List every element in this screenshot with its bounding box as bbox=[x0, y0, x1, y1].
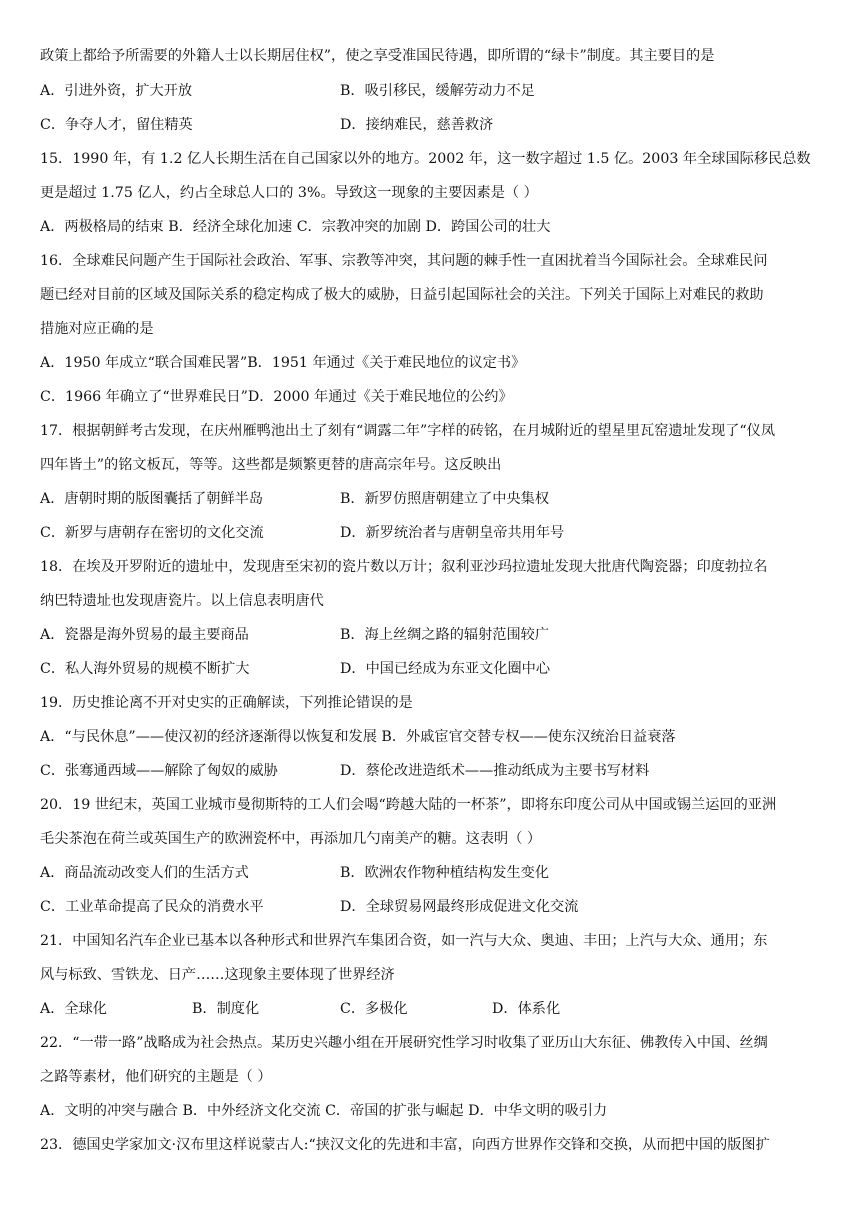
option-c: C．多极化 bbox=[340, 1001, 408, 1017]
option-c: C．工业革命提高了民众的消费水平 bbox=[40, 899, 264, 915]
question-18-stem: 18．在埃及开罗附近的遗址中，发现唐至宋初的瓷片数以万计；叙利亚沙玛拉遗址发现大批唐代陶瓷器；印度勃拉名 bbox=[40, 559, 768, 575]
question-19-stem: 19．历史推论离不开对史实的正确解读，下列推论错误的是 bbox=[40, 695, 413, 711]
option-c: C．争夺人才，留住精英 bbox=[40, 117, 193, 133]
option-a: A．全球化 bbox=[40, 1001, 107, 1017]
option-a: A．唐朝时期的版图囊括了朝鲜半岛 bbox=[40, 491, 264, 507]
text-line: 之路等素材，他们研究的主题是（ ） bbox=[40, 1069, 272, 1085]
text-line: 政策上都给予所需要的外籍人士以长期居住权”，使之享受准国民待遇，即所谓的“绿卡”制度。其主要目的是 bbox=[40, 48, 715, 64]
question-16-stem: 16．全球难民问题产生于国际社会政治、军事、宗教等冲突，其问题的棘手性一直困扰着当今国际社会。全球难民问 bbox=[40, 253, 768, 269]
option-c: C．新罗与唐朝存在密切的文化交流 bbox=[40, 525, 264, 541]
text-line: 措施对应正确的是 bbox=[40, 321, 154, 337]
option-d: D．全球贸易网最终形成促进文化交流 bbox=[340, 899, 579, 915]
option-d: D．接纳难民，慈善救济 bbox=[340, 117, 494, 133]
question-17-stem: 17．根据朝鲜考古发现，在庆州雁鸭池出土了刻有“调露二年”字样的砖铭，在月城附近的望星里瓦窑遗址发现了“仪凤 bbox=[40, 423, 776, 439]
option-d: D．中国已经成为东亚文化圈中心 bbox=[340, 661, 551, 677]
question-21-stem: 21．中国知名汽车企业已基本以各种形式和世界汽车集团合资，如一汽与大众、奥迪、丰田；上汽与大众、通用；东 bbox=[40, 933, 768, 949]
option-d: D．蔡伦改进造纸术——推动纸成为主要书写材料 bbox=[340, 763, 650, 779]
option-c: C．私人海外贸易的规模不断扩大 bbox=[40, 661, 250, 677]
question-22-stem: 22．“一带一路”战略成为社会热点。某历史兴趣小组在开展研究性学习时收集了亚历山大东征、佛教传入中国、丝绸 bbox=[40, 1035, 768, 1051]
option-b: B．欧洲农作物种植结构发生变化 bbox=[340, 865, 550, 881]
text-line: 毛尖茶泡在荷兰或英国生产的欧洲瓷杯中，再添加几勺南美产的糖。这表明（ ） bbox=[40, 831, 542, 847]
option-d: D．体系化 bbox=[492, 1001, 561, 1017]
question-19-options-ab: A．“与民休息”——使汉初的经济逐渐得以恢复和发展 B．外戚宦官交替专权——使东汉统治日益衰落 bbox=[40, 729, 676, 745]
text-line: 纳巴特遗址也发现唐瓷片。以上信息表明唐代 bbox=[40, 593, 324, 609]
question-15-options: A．两极格局的结束 B．经济全球化加速 C．宗教冲突的加剧 D．跨国公司的壮大 bbox=[40, 219, 551, 235]
question-15-stem: 15．1990 年，有 1.2 亿人长期生活在自己国家以外的地方。2002 年，这一数字超过 1.5 亿。2003 年全球国际移民总数 bbox=[40, 151, 811, 167]
option-a: A．引进外资，扩大开放 bbox=[40, 83, 193, 99]
option-b: B．制度化 bbox=[192, 1001, 260, 1017]
question-20-stem: 20．19 世纪末，英国工业城市曼彻斯特的工人们会喝“跨越大陆的一杯茶”，即将东印度公司从中国或锡兰运回的亚洲 bbox=[40, 797, 777, 813]
option-c: C．张骞通西域——解除了匈奴的威胁 bbox=[40, 763, 278, 779]
question-16-options-ab: A．1950 年成立“联合国难民署”B．1951 年通过《关于难民地位的议定书》 bbox=[40, 355, 526, 371]
text-line: 四年皆土”的铭文板瓦，等等。这些都是频繁更替的唐高宗年号。这反映出 bbox=[40, 457, 502, 473]
option-b: B．海上丝绸之路的辐射范围较广 bbox=[340, 627, 550, 643]
text-line: 更是超过 1.75 亿人，约占全球总人口的 3%。导致这一现象的主要因素是（ ） bbox=[40, 185, 538, 201]
option-b: B．新罗仿照唐朝建立了中央集权 bbox=[340, 491, 550, 507]
question-22-options: A．文明的冲突与融合 B．中外经济文化交流 C．帝国的扩张与崛起 D．中华文明的吸引力 bbox=[40, 1103, 608, 1119]
text-line: 题已经对目前的区域及国际关系的稳定构成了极大的威胁，日益引起国际社会的关注。下列关于国际上对难民的救助 bbox=[40, 287, 764, 303]
text-line: 风与标致、雪铁龙、日产……这现象主要体现了世界经济 bbox=[40, 967, 395, 983]
option-a: A．瓷器是海外贸易的最主要商品 bbox=[40, 627, 249, 643]
question-23-stem: 23．德国史学家加文·汉布里这样说蒙古人:“挟汉文化的先进和丰富，向西方世界作交锋和交换，从而把中国的版图扩 bbox=[40, 1137, 770, 1153]
option-b: B．吸引移民，缓解劳动力不足 bbox=[340, 83, 535, 99]
option-a: A．商品流动改变人们的生活方式 bbox=[40, 865, 249, 881]
question-16-options-cd: C．1966 年确立了“世界难民日”D．2000 年通过《关于难民地位的公约》 bbox=[40, 389, 513, 405]
option-d: D．新罗统治者与唐朝皇帝共用年号 bbox=[340, 525, 565, 541]
